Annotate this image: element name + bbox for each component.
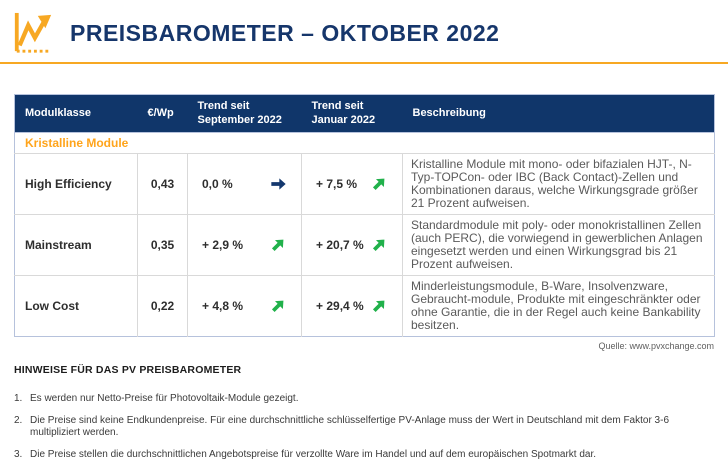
title-divider	[0, 62, 728, 64]
trend-januar-cell	[302, 276, 403, 337]
price-value: 0,35	[138, 215, 188, 276]
trend-up-icon	[265, 232, 292, 259]
notes-heading: HINWEISE FÜR DAS PV PREISBAROMETER	[14, 364, 728, 376]
category-row-kristalline-module	[15, 133, 715, 154]
table-header-row	[15, 95, 715, 133]
trend-value: + 20,7 %	[316, 238, 364, 252]
table-row-high-efficiency	[15, 154, 715, 215]
trend-up-icon	[366, 232, 393, 259]
line-chart-icon	[12, 11, 54, 55]
source-credit: Quelle: www.pvxchange.com	[14, 341, 714, 351]
note-item	[14, 449, 714, 461]
module-description: Standardmodule mit poly- oder monokristallinen Zellen (auch PERC), die vorwiegend in gewerblichen Anlagen eingesetzt werden und einen Wirkungsgrad bis 21 Prozent aufweisen.	[403, 215, 715, 276]
module-class-name: Low Cost	[15, 276, 138, 337]
column-header-trend-september: Trend seit September 2022	[188, 95, 302, 133]
note-text: Die Preise sind keine Endkundenpreise. Für eine durchschnittliche schlüsselfertige PV-Anlage muss der Wert in Deutschland mit dem Faktor 3-6 multipliziert werden.	[30, 415, 714, 440]
table-row-low-cost	[15, 276, 715, 337]
trend-september-cell	[188, 215, 302, 276]
trend-januar-cell	[302, 154, 403, 215]
trend-januar-cell	[302, 215, 403, 276]
column-header-beschreibung: Beschreibung	[403, 95, 715, 133]
trend-up-icon	[366, 171, 393, 198]
module-description: Minderleistungsmodule, B-Ware, Insolvenzware, Gebraucht-module, Produkte mit eingeschränkter oder ohne Garantie, die in der Regel auch keine Bankability besitzen.	[403, 276, 715, 337]
note-item	[14, 415, 714, 440]
trend-value: + 29,4 %	[316, 299, 364, 313]
page-title: PREISBAROMETER – OKTOBER 2022	[70, 20, 499, 47]
column-header-modulklasse: Modulklasse	[15, 95, 138, 133]
trend-value: + 4,8 %	[202, 299, 243, 313]
note-number: 2.	[14, 415, 30, 440]
module-description: Kristalline Module mit mono- oder bifazialen HJT-, N-Typ-TOPCon- oder IBC (Back Contact)-Zellen und Kombinationen daraus, welche Wirkungsgrade größer 21 Prozent aufweisen.	[403, 154, 715, 215]
price-value: 0,43	[138, 154, 188, 215]
column-header-price: €/Wp	[138, 95, 188, 133]
note-text: Es werden nur Netto-Preise für Photovoltaik-Module gezeigt.	[30, 393, 298, 406]
note-number: 3.	[14, 449, 30, 461]
trend-value: + 2,9 %	[202, 238, 243, 252]
masthead	[0, 0, 728, 56]
category-label: Kristalline Module	[15, 133, 715, 154]
trend-value: 0,0 %	[202, 177, 233, 191]
trend-up-icon	[366, 293, 393, 320]
trend-september-cell	[188, 154, 302, 215]
notes-list	[14, 393, 714, 461]
note-text: Die Preise stellen die durchschnittlichen Angebotspreise für verzollte Ware im Handel und auf dem europäischen Spotmarkt dar.	[30, 449, 596, 461]
price-table	[14, 94, 715, 337]
table-row-mainstream	[15, 215, 715, 276]
note-number: 1.	[14, 393, 30, 406]
price-table-wrap	[14, 94, 714, 337]
price-value: 0,22	[138, 276, 188, 337]
trend-value: + 7,5 %	[316, 177, 357, 191]
module-class-name: Mainstream	[15, 215, 138, 276]
note-item	[14, 393, 714, 406]
column-header-trend-januar: Trend seit Januar 2022	[302, 95, 403, 133]
module-class-name: High Efficiency	[15, 154, 138, 215]
trend-flat-icon	[267, 176, 289, 192]
trend-september-cell	[188, 276, 302, 337]
trend-up-icon	[265, 293, 292, 320]
